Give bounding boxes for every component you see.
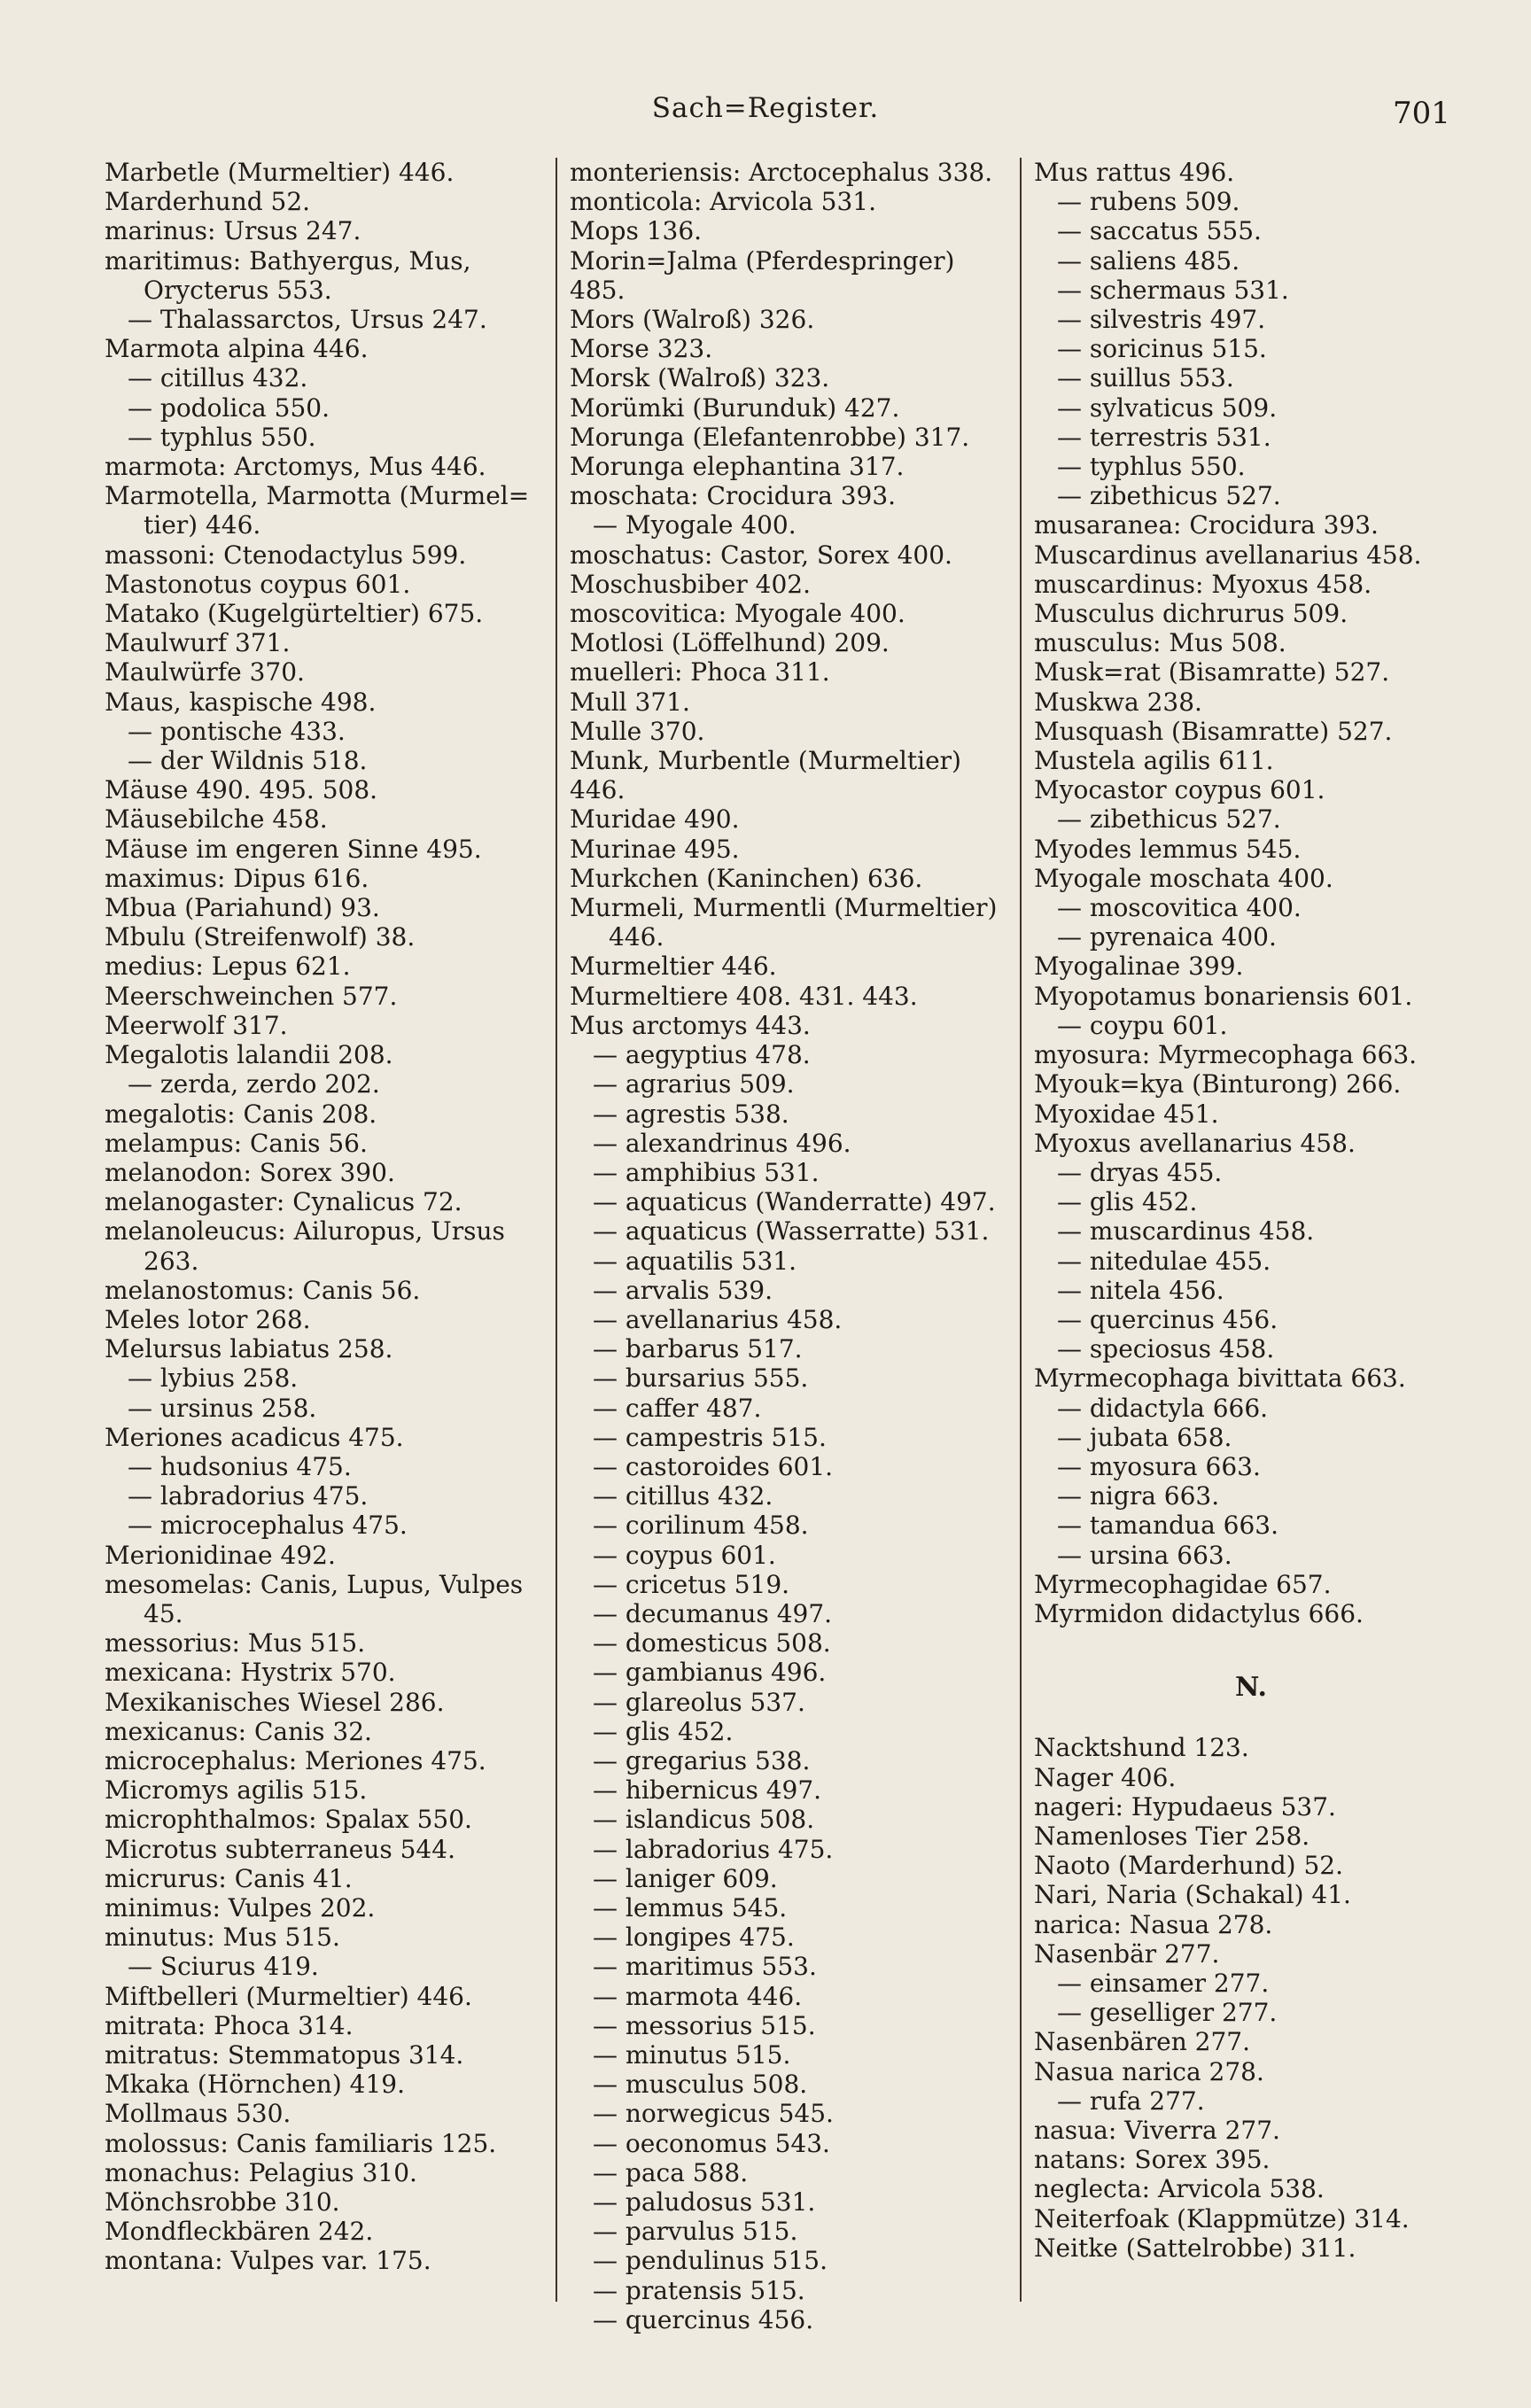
index-entry: Myogale moschata 400. bbox=[1034, 863, 1333, 893]
index-subentry: — domesticus 508. bbox=[593, 1628, 831, 1658]
index-subentry: — arvalis 539. bbox=[593, 1275, 773, 1305]
index-subentry: — silvestris 497. bbox=[1057, 305, 1266, 335]
index-subentry: — dryas 455. bbox=[1057, 1157, 1223, 1187]
index-subentry: — cricetus 519. bbox=[593, 1569, 790, 1599]
index-entry: narica: Nasua 278. bbox=[1034, 1909, 1273, 1939]
index-entry: Maus, kaspische 498. bbox=[105, 687, 377, 717]
index-entry: Marmota alpina 446. bbox=[105, 334, 369, 364]
index-entry: Murmeltier 446. bbox=[570, 952, 777, 982]
index-entry: musculus: Mus 508. bbox=[1034, 628, 1286, 658]
index-subentry: — Sciurus 419. bbox=[128, 1952, 319, 1982]
index-subentry: — einsamer 277. bbox=[1057, 1968, 1270, 1998]
index-entry: Munk, Murbentle (Murmeltier) 446. bbox=[570, 746, 969, 805]
index-entry: melampus: Canis 56. bbox=[105, 1128, 368, 1158]
index-subentry: — hibernicus 497. bbox=[593, 1775, 822, 1806]
index-subentry: — saccatus 555. bbox=[1057, 216, 1262, 246]
index-entry: Mäuse im engeren Sinne 495. bbox=[105, 834, 482, 864]
index-subentry: — avellanarius 458. bbox=[593, 1304, 843, 1334]
index-subentry: — didactyla 666. bbox=[1057, 1393, 1269, 1423]
section-letter-heading: N. bbox=[1235, 1672, 1267, 1704]
index-entry: Morse 323. bbox=[570, 334, 713, 364]
column-divider-2 bbox=[1020, 158, 1022, 2302]
index-entry: maximus: Dipus 616. bbox=[105, 863, 369, 893]
index-entry: mexicana: Hystrix 570. bbox=[105, 1658, 396, 1688]
index-subentry: — barbarus 517. bbox=[593, 1334, 803, 1364]
index-subentry: — pratensis 515. bbox=[593, 2275, 805, 2305]
index-subentry: — paludosus 531. bbox=[593, 2187, 816, 2218]
index-entry: Naoto (Marderhund) 52. bbox=[1034, 1851, 1343, 1881]
index-entry: maritimus: Bathyergus, Mus, bbox=[105, 245, 471, 276]
index-subentry: — aquaticus (Wanderratte) 497. bbox=[593, 1187, 996, 1217]
index-entry: minimus: Vulpes 202. bbox=[105, 1892, 376, 1923]
index-entry: melanostomus: Canis 56. bbox=[105, 1275, 421, 1305]
index-subentry: — muscardinus 458. bbox=[1057, 1216, 1315, 1247]
index-subentry: — citillus 432. bbox=[128, 363, 308, 393]
index-entry: Maulwürfe 370. bbox=[105, 657, 305, 687]
index-subentry: — amphibius 531. bbox=[593, 1157, 820, 1187]
index-entry: molossus: Canis familiaris 125. bbox=[105, 2128, 497, 2158]
index-entry: Mäuse 490. 495. 508. bbox=[105, 775, 378, 805]
index-entry: Mulle 370. bbox=[570, 716, 705, 746]
index-entry: megalotis: Canis 208. bbox=[105, 1099, 377, 1129]
index-entry: microphthalmos: Spalax 550. bbox=[105, 1805, 472, 1835]
index-entry: Meriones acadicus 475. bbox=[105, 1422, 404, 1452]
index-entry: Muscardinus avellanarius 458. bbox=[1034, 540, 1422, 570]
index-entry: nageri: Hypudaeus 537. bbox=[1034, 1791, 1336, 1822]
index-entry: Mastonotus coypus 601. bbox=[105, 569, 411, 599]
index-subentry: — parvulus 515. bbox=[593, 2217, 798, 2247]
index-entry: Motlosi (Löffelhund) 209. bbox=[570, 628, 890, 658]
index-subentry: — musculus 508. bbox=[593, 2070, 808, 2100]
index-subentry: — zibethicus 527. bbox=[1057, 804, 1281, 835]
index-entry: Melursus labiatus 258. bbox=[105, 1334, 393, 1364]
index-entry: Myogalinae 399. bbox=[1034, 952, 1244, 982]
index-subentry: — nitedulae 455. bbox=[1057, 1246, 1271, 1276]
index-entry: Mus arctomys 443. bbox=[570, 1010, 811, 1040]
index-entry: Marbetle (Murmeltier) 446. bbox=[105, 158, 455, 187]
index-entry: muelleri: Phoca 311. bbox=[570, 657, 830, 687]
index-entry: Myrmecophaga bivittata 663. bbox=[1034, 1363, 1406, 1394]
index-entry: Mus rattus 496. bbox=[1034, 158, 1235, 187]
index-subentry: — aquatilis 531. bbox=[593, 1246, 797, 1276]
index-subentry: — myosura 663. bbox=[1057, 1451, 1261, 1481]
index-subentry: — alexandrinus 496. bbox=[593, 1128, 851, 1158]
index-subentry: — quercinus 456. bbox=[593, 2304, 814, 2334]
index-entry: Merionidinae 492. bbox=[105, 1540, 336, 1570]
index-subentry: — aquaticus (Wasserratte) 531. bbox=[593, 1216, 990, 1247]
index-entry: mitratus: Stemmatopus 314. bbox=[105, 2040, 464, 2070]
index-subentry: — minutus 515. bbox=[593, 2040, 791, 2070]
index-subentry: — jubata 658. bbox=[1057, 1422, 1232, 1452]
index-subentry: — caffer 487. bbox=[593, 1393, 762, 1423]
index-entry: Megalotis lalandii 208. bbox=[105, 1040, 393, 1070]
index-entry: Mondfleckbären 242. bbox=[105, 2217, 374, 2247]
index-subentry: — typhlus 550. bbox=[1057, 452, 1246, 482]
index-entry: melanodon: Sorex 390. bbox=[105, 1157, 395, 1187]
index-entry: neglecta: Arvicola 538. bbox=[1034, 2174, 1325, 2204]
index-entry: Marmotella, Marmotta (Murmel= bbox=[105, 481, 530, 511]
index-subentry: — glis 452. bbox=[593, 1716, 734, 1746]
index-subentry: — citillus 432. bbox=[593, 1481, 773, 1511]
index-subentry: — rufa 277. bbox=[1057, 2086, 1205, 2116]
index-entry: messorius: Mus 515. bbox=[105, 1628, 366, 1658]
running-head: Sach=Register. bbox=[651, 92, 880, 124]
index-subentry: — podolica 550. bbox=[128, 392, 330, 423]
index-entry: Musculus dichrurus 509. bbox=[1034, 599, 1348, 629]
index-entry: Moschusbiber 402. bbox=[570, 569, 812, 599]
index-entry: natans: Sorex 395. bbox=[1034, 2145, 1271, 2175]
index-subentry: — castoroides 601. bbox=[593, 1451, 834, 1481]
index-column-2 bbox=[570, 158, 1013, 2334]
index-entry: moscovitica: Myogale 400. bbox=[570, 599, 905, 629]
index-entry: Mops 136. bbox=[570, 216, 703, 246]
index-subentry: — typhlus 550. bbox=[128, 422, 316, 452]
index-entry: Myouk=kya (Binturong) 266. bbox=[1034, 1069, 1402, 1099]
index-entry: Meles lotor 268. bbox=[105, 1304, 311, 1334]
index-subentry: — ursina 663. bbox=[1057, 1540, 1232, 1570]
index-entry: moschatus: Castor, Sorex 400. bbox=[570, 540, 952, 570]
index-entry: Mors (Walroß) 326. bbox=[570, 305, 815, 335]
index-entry: Mollmaus 530. bbox=[105, 2099, 291, 2129]
index-entry: Meerwolf 317. bbox=[105, 1010, 288, 1040]
index-subentry: — pontische 433. bbox=[128, 716, 346, 746]
index-subentry: — coypus 601. bbox=[593, 1540, 776, 1570]
index-entry: Mbulu (Streifenwolf) 38. bbox=[105, 922, 416, 952]
index-subentry: — gambianus 496. bbox=[593, 1658, 827, 1688]
index-subentry: — glareolus 537. bbox=[593, 1687, 805, 1717]
index-subentry: — ursinus 258. bbox=[128, 1393, 317, 1423]
index-entry: marmota: Arctomys, Mus 446. bbox=[105, 452, 486, 482]
index-entry: Morin=Jalma (Pferdespringer) 485. bbox=[570, 245, 963, 305]
index-subentry: — quercinus 456. bbox=[1057, 1304, 1278, 1334]
index-entry: Murmeltiere 408. 431. 443. bbox=[570, 981, 918, 1011]
index-entry: Morunga (Elefantenrobbe) 317. bbox=[570, 422, 970, 452]
index-subentry: — islandicus 508. bbox=[593, 1805, 815, 1835]
index-subentry: — decumanus 497. bbox=[593, 1598, 833, 1628]
index-subentry: — nitela 456. bbox=[1057, 1275, 1224, 1305]
index-subentry: — labradorius 475. bbox=[593, 1834, 834, 1864]
index-entry: minutus: Mus 515. bbox=[105, 1923, 340, 1953]
index-subentry: — laniger 609. bbox=[593, 1863, 778, 1893]
index-entry: Mustela agilis 611. bbox=[1034, 746, 1274, 776]
index-entry: Morsk (Walroß) 323. bbox=[570, 363, 830, 393]
index-entry: Nari, Naria (Schakal) 41. bbox=[1034, 1880, 1351, 1910]
index-subentry: — suillus 553. bbox=[1057, 363, 1234, 393]
index-subentry: — der Wildnis 518. bbox=[128, 746, 368, 776]
index-entry: Namenloses Tier 258. bbox=[1034, 1821, 1310, 1851]
index-column-3 bbox=[1034, 158, 1468, 2263]
index-entry: Micromys agilis 515. bbox=[105, 1775, 368, 1806]
index-subentry: — aegyptius 478. bbox=[593, 1040, 811, 1070]
index-subentry: — longipes 475. bbox=[593, 1923, 795, 1953]
index-subentry: — soricinus 515. bbox=[1057, 334, 1267, 364]
index-entry: Mexikanisches Wiesel 286. bbox=[105, 1687, 445, 1717]
index-entry: Meerschweinchen 577. bbox=[105, 981, 398, 1011]
index-entry: Muskwa 238. bbox=[1034, 687, 1202, 717]
index-entry: Nacktshund 123. bbox=[1034, 1733, 1249, 1763]
index-entry: melanoleucus: Ailuropus, Ursus bbox=[105, 1216, 505, 1247]
index-entry: Myoxus avellanarius 458. bbox=[1034, 1128, 1356, 1158]
index-entry: monachus: Pelagius 310. bbox=[105, 2157, 417, 2187]
index-entry: Murinae 495. bbox=[570, 834, 740, 864]
index-entry: musaranea: Crocidura 393. bbox=[1034, 510, 1379, 540]
index-subentry: — oeconomus 543. bbox=[593, 2128, 830, 2158]
index-entry: monticola: Arvicola 531. bbox=[570, 187, 876, 217]
index-entry: moschata: Crocidura 393. bbox=[570, 481, 897, 511]
index-entry: massoni: Ctenodactylus 599. bbox=[105, 540, 467, 570]
index-subentry: — moscovitica 400. bbox=[1057, 893, 1302, 923]
index-subentry: — lybius 258. bbox=[128, 1363, 299, 1394]
index-subentry: — zerda, zerdo 202. bbox=[128, 1069, 380, 1099]
index-subentry: — speciosus 458. bbox=[1057, 1334, 1275, 1364]
index-subentry: — paca 588. bbox=[593, 2157, 749, 2187]
index-entry: muscardinus: Myoxus 458. bbox=[1034, 569, 1372, 599]
index-subentry: — campestris 515. bbox=[593, 1422, 827, 1452]
index-subentry: — agrestis 538. bbox=[593, 1099, 789, 1129]
index-entry: Myopotamus bonariensis 601. bbox=[1034, 981, 1413, 1011]
index-entry: marinus: Ursus 247. bbox=[105, 216, 361, 246]
index-entry: nasua: Viverra 277. bbox=[1034, 2116, 1280, 2145]
index-entry: microcephalus: Meriones 475. bbox=[105, 1745, 486, 1775]
index-entry: mexicanus: Canis 32. bbox=[105, 1716, 372, 1746]
index-entry: myosura: Myrmecophaga 663. bbox=[1034, 1040, 1418, 1070]
index-entry: Myodes lemmus 545. bbox=[1034, 834, 1302, 864]
index-entry: Microtus subterraneus 544. bbox=[105, 1834, 455, 1864]
index-entry: Nager 406. bbox=[1034, 1762, 1177, 1792]
index-entry: Myoxidae 451. bbox=[1034, 1099, 1219, 1129]
index-entry-continuation: 263. bbox=[144, 1246, 199, 1276]
index-entry: micrurus: Canis 41. bbox=[105, 1863, 353, 1893]
index-subentry: — lemmus 545. bbox=[593, 1892, 788, 1923]
page-number: 701 bbox=[1393, 96, 1450, 131]
index-entry: Mbua (Pariahund) 93. bbox=[105, 893, 380, 923]
index-entry: Mäusebilche 458. bbox=[105, 804, 328, 835]
index-subentry: — saliens 485. bbox=[1057, 245, 1240, 276]
index-subentry: — glis 452. bbox=[1057, 1187, 1198, 1217]
index-entry: mitrata: Phoca 314. bbox=[105, 2010, 354, 2040]
index-entry: Murkchen (Kaninchen) 636. bbox=[570, 863, 923, 893]
index-entry-continuation: 446. bbox=[609, 922, 664, 952]
index-entry: Mönchsrobbe 310. bbox=[105, 2187, 340, 2218]
index-entry: Musquash (Bisamratte) 527. bbox=[1034, 716, 1393, 746]
index-subentry: — norwegicus 545. bbox=[593, 2099, 834, 2129]
index-entry: medius: Lepus 621. bbox=[105, 952, 351, 982]
index-subentry: — hudsonius 475. bbox=[128, 1451, 352, 1481]
index-subentry: — pyrenaica 400. bbox=[1057, 922, 1277, 952]
index-subentry: — marmota 446. bbox=[593, 1981, 803, 2011]
index-entry: mesomelas: Canis, Lupus, Vulpes bbox=[105, 1569, 524, 1599]
index-subentry: — sylvaticus 509. bbox=[1057, 392, 1278, 423]
index-entry: montana: Vulpes var. 175. bbox=[105, 2246, 431, 2276]
index-entry: Nasenbär 277. bbox=[1034, 1938, 1220, 1969]
index-subentry: — bursarius 555. bbox=[593, 1363, 809, 1394]
index-subentry: — Myogale 400. bbox=[593, 510, 797, 540]
index-entry: Murmeli, Murmentli (Murmeltier) bbox=[570, 893, 998, 923]
index-entry: Marderhund 52. bbox=[105, 187, 311, 217]
index-subentry: — pendulinus 515. bbox=[593, 2246, 828, 2276]
index-entry-continuation: Orycterus 553. bbox=[144, 275, 332, 305]
index-entry: Myocastor coypus 601. bbox=[1034, 775, 1325, 805]
index-subentry: — zibethicus 527. bbox=[1057, 481, 1281, 511]
index-entry: Musk=rat (Bisamratte) 527. bbox=[1034, 657, 1390, 687]
index-subentry: — geselliger 277. bbox=[1057, 1998, 1278, 2028]
index-subentry: — gregarius 538. bbox=[593, 1745, 811, 1775]
index-subentry: — Thalassarctos, Ursus 247. bbox=[128, 305, 487, 335]
index-subentry: — maritimus 553. bbox=[593, 1952, 817, 1982]
index-entry: Myrmecophagidae 657. bbox=[1034, 1569, 1332, 1599]
index-entry: Morümki (Burunduk) 427. bbox=[570, 392, 900, 423]
index-subentry: — nigra 663. bbox=[1057, 1481, 1220, 1511]
index-entry-continuation: 45. bbox=[144, 1598, 183, 1628]
index-entry: Myrmidon didactylus 666. bbox=[1034, 1598, 1364, 1628]
index-entry: Muridae 490. bbox=[570, 804, 740, 835]
index-entry: Miftbelleri (Murmeltier) 446. bbox=[105, 1981, 472, 2011]
index-subentry: — labradorius 475. bbox=[128, 1481, 369, 1511]
index-subentry: — schermaus 531. bbox=[1057, 275, 1289, 305]
index-subentry: — terrestris 531. bbox=[1057, 422, 1271, 452]
index-subentry: — corilinum 458. bbox=[593, 1511, 809, 1541]
index-subentry: — coypu 601. bbox=[1057, 1010, 1228, 1040]
index-entry: Nasenbären 277. bbox=[1034, 2027, 1251, 2057]
index-entry: Maulwurf 371. bbox=[105, 628, 291, 658]
index-entry: monteriensis: Arctocephalus 338. bbox=[570, 158, 993, 187]
page-header bbox=[0, 0, 1531, 168]
index-entry-continuation: tier) 446. bbox=[144, 510, 261, 540]
index-entry: melanogaster: Cynalicus 72. bbox=[105, 1187, 462, 1217]
index-subentry: — microcephalus 475. bbox=[128, 1511, 408, 1541]
index-subentry: — messorius 515. bbox=[593, 2010, 816, 2040]
index-entry: Neitke (Sattelrobbe) 311. bbox=[1034, 2233, 1356, 2263]
index-entry: Mull 371. bbox=[570, 687, 690, 717]
index-entry: Morunga elephantina 317. bbox=[570, 452, 905, 482]
index-subentry: — tamandua 663. bbox=[1057, 1511, 1279, 1541]
index-entry: Neiterfoak (Klappmütze) 314. bbox=[1034, 2203, 1410, 2233]
index-subentry: — agrarius 509. bbox=[593, 1069, 795, 1099]
index-entry: Matako (Kugelgürteltier) 675. bbox=[105, 599, 484, 629]
index-subentry: — rubens 509. bbox=[1057, 187, 1240, 217]
index-column-1 bbox=[105, 158, 565, 2276]
index-entry: Nasua narica 278. bbox=[1034, 2056, 1264, 2086]
index-entry: Mkaka (Hörnchen) 419. bbox=[105, 2070, 405, 2100]
